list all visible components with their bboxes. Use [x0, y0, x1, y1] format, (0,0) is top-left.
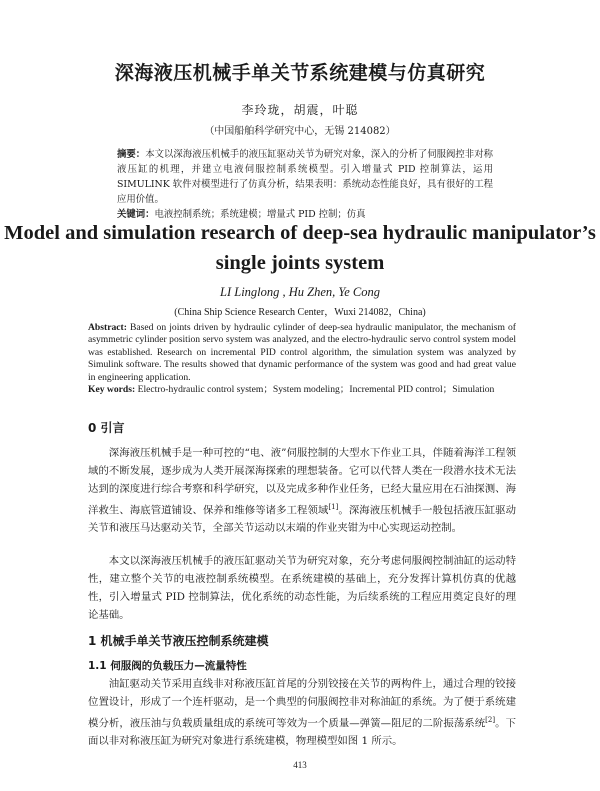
authors-cn: 李玲珑，胡震，叶聪 [241, 103, 359, 117]
keywords-cn-label: 关键词： [117, 209, 155, 220]
section-0-heading: 0 引言 [88, 421, 125, 435]
citation-1: [1] [328, 503, 339, 511]
citation-2: [2] [485, 716, 496, 724]
section-0-para-1-text: 深海液压机械手是一种可控的“电、液”伺服控制的大型水下作业工具，伴随着海洋工程领域的不断发展，逐步成为人类开展深海探索的理想装备。它可以代替人类在一段潜水技术无法达到的深度进行综合考察和科学研究，以及完成多种作业任务，已经大量应用在石油探测、海洋救生、海底管道铺设、保养和维修等诸多工程领域 [88, 447, 516, 517]
section-0-para-2: 本文以深海液压机械手的液压缸驱动关节为研究对象，充分考虑伺服阀控制油缸的运动特性，建立整个关节的电液控制系统模型。在系统建模的基础上，充分发挥计算机仿真的优越性，引入增量式 PID 控制算法，优化系统的动态性能，为后续系统的工程应用奠定良好的理论基础。 [88, 555, 516, 621]
authors-en: LI Linglong , Hu Zhen, Ye Cong [220, 285, 380, 299]
paper-title-cn: 深海液压机械手单关节系统建模与仿真研究 [114, 62, 486, 84]
abstract-cn-label: 摘要： [117, 149, 146, 160]
page-number: 413 [293, 760, 307, 770]
affiliation-en: (China Ship Science Research Center，Wuxi 214082，China) [174, 307, 426, 318]
keywords-en-text: Electro-hydraulic control system；System modeling；Incremental PID control；Simulation [137, 384, 495, 396]
affiliation-cn: （中国船舶科学研究中心，无锡 214082） [204, 126, 396, 137]
keywords-cn-text: 电液控制系统；系统建模；增量式 PID 控制；仿真 [154, 209, 366, 220]
paper-title-en: Model and simulation research of deep-sea hydraulic manipulator’s single joints system [4, 222, 596, 274]
abstract-cn [117, 147, 493, 222]
keywords-en-label: Key words: [88, 384, 136, 396]
abstract-en-text: Based on joints driven by hydraulic cylinder of deep-sea hydraulic manipulator, the mechanism of asymmetric cylinder position servo system was analyzed, and the electro-hydraulic servo control system model was established. Research on incremental PID control algorithm, the simulation system was analyzed by Simulink software. The results showed that dynamic performance of the system was good and had great value in engineering application. [88, 322, 517, 383]
abstract-en [88, 322, 516, 396]
section-1-1-para-1-text: 油缸驱动关节采用直线非对称液压缸首尾的分别铰接在关节的两构件上，通过合理的铰接位置设计，形成了一个连杆驱动，是一个典型的伺服阀控非对称油缸的系统。为了便于系统建模分析，液压油与负载质量组成的系统可等效为一个质量—弹簧—阻尼的二阶振荡系统 [88, 678, 516, 730]
section-1-heading: 1 机械手单关节液压控制系统建模 [88, 634, 269, 648]
section-1-1-para-1-tail: 。下面以非对称液压缸为研究对象进行系统建模，物理模型如图 1 所示。 [88, 717, 516, 748]
section-0-para-1-tail: 。深海液压机械手一般包括液压缸驱动关节和液压马达驱动关节，全部关节运动以末端的作业夹钳为中心实现运动控制。 [88, 504, 517, 535]
abstract-en-label: Abstract: [88, 322, 127, 333]
section-1-1-para-1 [88, 675, 516, 750]
section-0-para-1 [88, 444, 516, 537]
abstract-cn-text: 本文以深海液压机械手的液压缸驱动关节为研究对象，深入的分析了伺服阀控非对称液压缸的机理，并建立电液伺服控制系统模型。引入增量式 PID 控制算法，运用 SIMULINK 软件对模型进行了仿真分析，结果表明：系统动态性能良好，具有很好的工程应用价值。 [117, 149, 493, 205]
section-1-1-heading: 1.1 伺服阀的负载压力—流量特性 [88, 660, 247, 672]
